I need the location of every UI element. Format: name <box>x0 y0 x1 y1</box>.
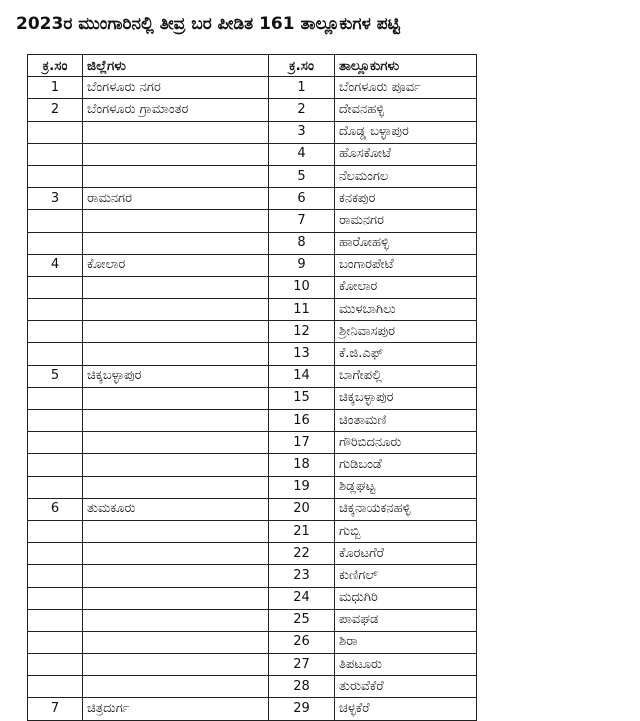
district-serial-cell: 6 <box>28 498 83 520</box>
taluk-serial-cell: 12 <box>269 321 335 343</box>
district-serial-cell <box>28 410 83 432</box>
district-name-cell <box>83 410 269 432</box>
taluk-name-cell: ದೇವನಹಳ್ಳಿ <box>335 99 477 121</box>
table-row <box>28 520 477 542</box>
table-body <box>28 77 477 720</box>
taluk-name-cell: ತುರುವೆಕೆರೆ <box>335 676 477 698</box>
table-row <box>28 387 477 409</box>
taluk-name-cell: ಬೆಂಗಳೂರು ಪೂರ್ವ <box>335 77 477 99</box>
taluk-name-cell: ತಿಪಟೂರು <box>335 654 477 676</box>
table-row <box>28 276 477 298</box>
taluk-serial-cell: 21 <box>269 520 335 542</box>
header-district-serial: ಕ್ರ.ಸಂ <box>28 55 83 77</box>
taluk-name-cell: ಪಾವಘಡ <box>335 609 477 631</box>
taluk-serial-cell: 16 <box>269 410 335 432</box>
district-name-cell <box>83 609 269 631</box>
district-name-cell <box>83 432 269 454</box>
district-serial-cell <box>28 476 83 498</box>
taluk-serial-cell: 19 <box>269 476 335 498</box>
taluk-serial-cell: 7 <box>269 210 335 232</box>
district-name-cell <box>83 543 269 565</box>
district-name-cell: ಬೆಂಗಳೂರು ಗ್ರಾಮಾಂತರ <box>83 99 269 121</box>
table-row <box>28 587 477 609</box>
taluk-name-cell: ಕುಣಿಗಲ್ <box>335 565 477 587</box>
taluk-name-cell: ಬಾಗೇಪಲ್ಲಿ <box>335 365 477 387</box>
district-serial-cell <box>28 631 83 653</box>
taluk-name-cell: ಶ್ರೀನಿವಾಸಪುರ <box>335 321 477 343</box>
district-name-cell <box>83 565 269 587</box>
district-name-cell: ಬೆಂಗಳೂರು ನಗರ <box>83 77 269 99</box>
table-row <box>28 210 477 232</box>
taluk-name-cell: ನೆಲಮಂಗಲ <box>335 165 477 187</box>
table-row <box>28 165 477 187</box>
district-name-cell <box>83 454 269 476</box>
taluk-serial-cell: 27 <box>269 654 335 676</box>
taluk-name-cell: ಕೋಲಾರ <box>335 276 477 298</box>
taluk-name-cell: ಚಿಕ್ಕಬಳ್ಳಾಪುರ <box>335 387 477 409</box>
taluk-name-cell: ಚಿಂತಾಮಣಿ <box>335 410 477 432</box>
district-serial-cell <box>28 321 83 343</box>
table-row <box>28 299 477 321</box>
district-serial-cell: 1 <box>28 77 83 99</box>
district-name-cell <box>83 654 269 676</box>
district-name-cell <box>83 321 269 343</box>
district-name-cell: ಚಿತ್ರದುರ್ಗ <box>83 698 269 720</box>
taluk-name-cell: ಗುಡಿಬಂಡೆ <box>335 454 477 476</box>
district-serial-cell <box>28 654 83 676</box>
district-name-cell <box>83 520 269 542</box>
taluk-name-cell: ಮಧುಗಿರಿ <box>335 587 477 609</box>
taluk-serial-cell: 24 <box>269 587 335 609</box>
district-serial-cell <box>28 143 83 165</box>
district-name-cell <box>83 210 269 232</box>
taluk-serial-cell: 15 <box>269 387 335 409</box>
district-serial-cell: 7 <box>28 698 83 720</box>
taluk-name-cell: ಚಳ್ಳಕೆರೆ <box>335 698 477 720</box>
table-row <box>28 676 477 698</box>
taluk-name-cell: ಕೊರಟಗೆರೆ <box>335 543 477 565</box>
taluk-name-cell: ಶಿಡ್ಲಘಟ್ಟ <box>335 476 477 498</box>
district-serial-cell <box>28 587 83 609</box>
district-serial-cell <box>28 543 83 565</box>
taluk-serial-cell: 26 <box>269 631 335 653</box>
district-serial-cell <box>28 676 83 698</box>
table-row <box>28 476 477 498</box>
district-serial-cell: 2 <box>28 99 83 121</box>
table-row <box>28 121 477 143</box>
taluk-serial-cell: 4 <box>269 143 335 165</box>
district-name-cell: ಕೋಲಾರ <box>83 254 269 276</box>
taluk-serial-cell: 5 <box>269 165 335 187</box>
district-name-cell <box>83 121 269 143</box>
table-row <box>28 454 477 476</box>
district-serial-cell <box>28 276 83 298</box>
table-row <box>28 609 477 631</box>
table-row <box>28 321 477 343</box>
taluk-serial-cell: 22 <box>269 543 335 565</box>
table-row <box>28 77 477 99</box>
page-title: 2023ರ ಮುಂಗಾರಿನಲ್ಲಿ ತೀವ್ರ ಬರ ಪೀಡಿತ 161 ತಾಲ್ಲೂಕುಗಳ ಪಟ್ಟಿ <box>16 14 400 34</box>
district-serial-cell <box>28 454 83 476</box>
taluk-serial-cell: 11 <box>269 299 335 321</box>
taluk-name-cell: ಗೌರಿಬಿದನೂರು <box>335 432 477 454</box>
taluk-name-cell: ಕನಕಪುರ <box>335 188 477 210</box>
taluk-serial-cell: 17 <box>269 432 335 454</box>
district-serial-cell <box>28 432 83 454</box>
taluk-table <box>27 54 477 721</box>
district-serial-cell <box>28 343 83 365</box>
district-name-cell <box>83 276 269 298</box>
table-row <box>28 254 477 276</box>
district-serial-cell: 4 <box>28 254 83 276</box>
taluk-serial-cell: 8 <box>269 232 335 254</box>
district-serial-cell <box>28 210 83 232</box>
district-serial-cell <box>28 565 83 587</box>
table-row <box>28 365 477 387</box>
district-name-cell: ರಾಮನಗರ <box>83 188 269 210</box>
district-serial-cell <box>28 121 83 143</box>
table-row <box>28 543 477 565</box>
table-header-row <box>28 55 477 77</box>
district-serial-cell <box>28 609 83 631</box>
district-name-cell <box>83 299 269 321</box>
table-row <box>28 343 477 365</box>
table-row <box>28 143 477 165</box>
taluk-serial-cell: 13 <box>269 343 335 365</box>
taluk-serial-cell: 23 <box>269 565 335 587</box>
taluk-serial-cell: 20 <box>269 498 335 520</box>
district-serial-cell <box>28 232 83 254</box>
district-serial-cell: 3 <box>28 188 83 210</box>
taluk-name-cell: ದೊಡ್ಡ ಬಳ್ಳಾಪುರ <box>335 121 477 143</box>
district-serial-cell <box>28 520 83 542</box>
table-row <box>28 410 477 432</box>
taluk-name-cell: ರಾಮನಗರ <box>335 210 477 232</box>
taluk-name-cell: ಹಾರೋಹಳ್ಳಿ <box>335 232 477 254</box>
district-name-cell <box>83 143 269 165</box>
table-row <box>28 698 477 720</box>
taluk-name-cell: ಮುಳಬಾಗಿಲು <box>335 299 477 321</box>
table-row <box>28 631 477 653</box>
table-row <box>28 565 477 587</box>
taluk-serial-cell: 1 <box>269 77 335 99</box>
table-row <box>28 99 477 121</box>
table-row <box>28 654 477 676</box>
district-name-cell <box>83 476 269 498</box>
taluk-name-cell: ಶಿರಾ <box>335 631 477 653</box>
taluk-name-cell: ಬಂಗಾರಪೇಟೆ <box>335 254 477 276</box>
taluk-serial-cell: 6 <box>269 188 335 210</box>
district-name-cell: ಚಿಕ್ಕಬಳ್ಳಾಪುರ <box>83 365 269 387</box>
taluk-serial-cell: 9 <box>269 254 335 276</box>
table-row <box>28 188 477 210</box>
taluk-serial-cell: 18 <box>269 454 335 476</box>
taluk-name-cell: ಕೆ.ಜಿ.ಎಫ್ <box>335 343 477 365</box>
district-name-cell <box>83 587 269 609</box>
table-row <box>28 498 477 520</box>
district-serial-cell <box>28 299 83 321</box>
header-taluk-serial: ಕ್ರ.ಸಂ <box>269 55 335 77</box>
taluk-serial-cell: 14 <box>269 365 335 387</box>
district-serial-cell <box>28 387 83 409</box>
district-name-cell <box>83 387 269 409</box>
district-name-cell <box>83 676 269 698</box>
table-row <box>28 432 477 454</box>
taluk-serial-cell: 28 <box>269 676 335 698</box>
taluk-serial-cell: 2 <box>269 99 335 121</box>
district-name-cell <box>83 165 269 187</box>
header-taluks: ತಾಲ್ಲೂಕುಗಳು <box>335 55 477 77</box>
taluk-serial-cell: 3 <box>269 121 335 143</box>
district-name-cell: ತುಮಕೂರು <box>83 498 269 520</box>
taluk-name-cell: ಚಿಕ್ಕನಾಯಕನಹಳ್ಳಿ <box>335 498 477 520</box>
district-name-cell <box>83 631 269 653</box>
taluk-serial-cell: 29 <box>269 698 335 720</box>
district-name-cell <box>83 232 269 254</box>
taluk-serial-cell: 25 <box>269 609 335 631</box>
taluk-serial-cell: 10 <box>269 276 335 298</box>
taluk-name-cell: ಹೊಸಕೋಟೆ <box>335 143 477 165</box>
header-districts: ಜಿಲ್ಲೆಗಳು <box>83 55 269 77</box>
district-serial-cell: 5 <box>28 365 83 387</box>
district-name-cell <box>83 343 269 365</box>
taluk-name-cell: ಗುಬ್ಬಿ <box>335 520 477 542</box>
district-serial-cell <box>28 165 83 187</box>
table-row <box>28 232 477 254</box>
